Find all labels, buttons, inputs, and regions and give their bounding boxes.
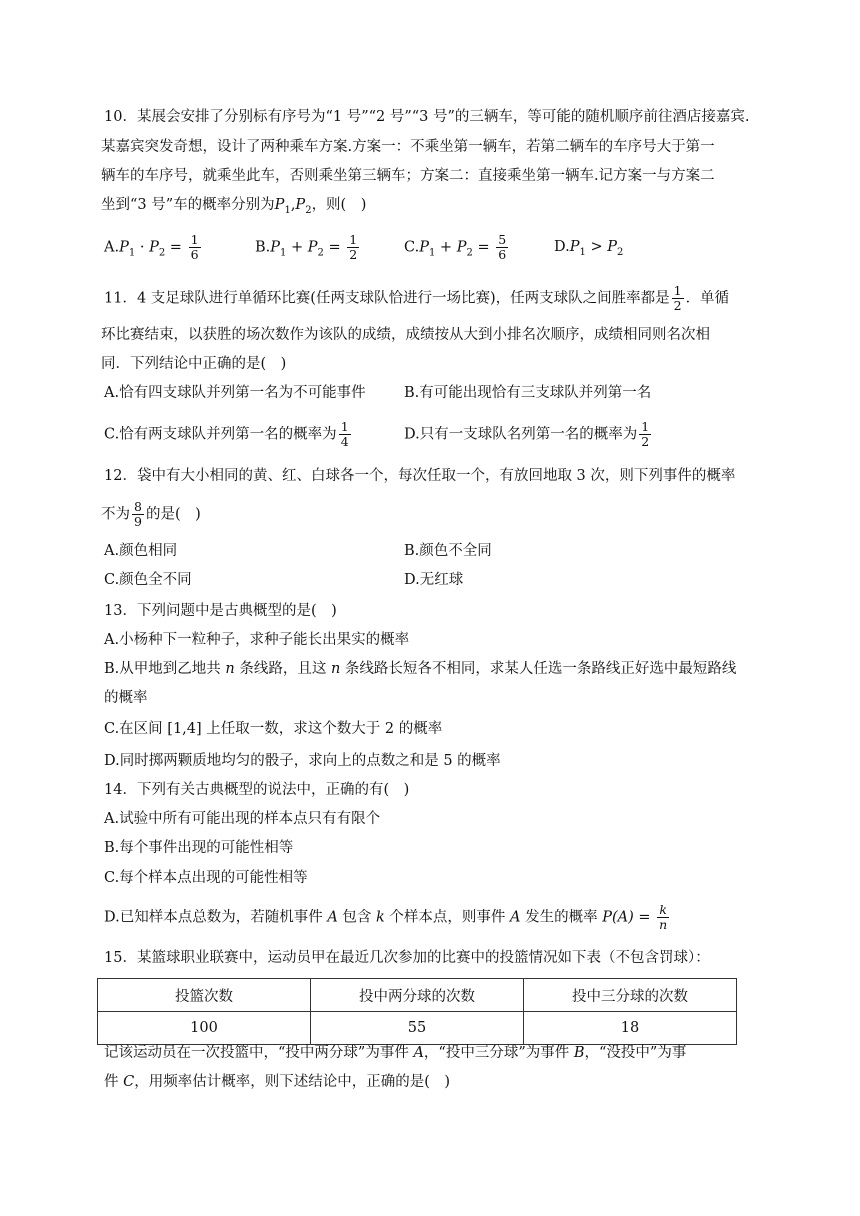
fraction: $\frac{8}{9}$ xyxy=(134,499,142,529)
q14-option-a[interactable]: A.试验中所有可能出现的样本点只有有限个 xyxy=(104,811,381,827)
q14-option-c[interactable]: C.每个样本点出现的可能性相等 xyxy=(104,870,308,886)
table-cell: 100 xyxy=(98,1012,311,1045)
q13-option-b-cont: 的概率 xyxy=(104,690,148,706)
q12-option-c[interactable]: C.颜色全不同 xyxy=(104,572,192,588)
table-header-row xyxy=(98,979,737,1012)
table-cell: 18 xyxy=(524,1012,737,1045)
q13-option-a[interactable]: A.小杨种下一粒种子，求种子能长出果实的概率 xyxy=(104,632,410,648)
q10-option-b[interactable]: $B.P_1 + P_2$ = $\frac{1}{2}$ xyxy=(255,232,358,262)
q14-option-b[interactable]: B.每个事件出现的可能性相等 xyxy=(104,840,294,856)
fraction: $\frac{1}{2}$ xyxy=(641,419,650,449)
q12-line-2: 不为 $\frac{8}{9}$ 的是( ) xyxy=(101,499,201,529)
q11-option-b[interactable]: B.有可能出现恰有三支球队并列第一名 xyxy=(404,385,652,401)
q10-line-3: 辆车的车序号，就乘坐此车，否则乘坐第三辆车；方案二：直接乘坐第一辆车.记方案一与方案二 xyxy=(101,168,715,184)
q14-line-1: 14．下列有关古典概型的说法中，正确的有( ) xyxy=(104,782,410,798)
fraction: $\frac{1}{4}$ xyxy=(340,419,349,449)
q10-option-d[interactable]: $D.P_1 > P_2$ xyxy=(554,239,624,258)
q13-option-b[interactable]: B.从甲地到乙地共 n 条线路，且这 n 条线路长短各不相同，求某人任选一条路线正好选中最短路线 xyxy=(104,661,737,677)
q11-option-a[interactable]: A.恰有四支球队并列第一名为不可能事件 xyxy=(104,385,366,401)
fraction: $\frac{1}{2}$ xyxy=(673,283,682,313)
q11-option-d[interactable]: D.只有一支球队名列第一名的概率为 $\frac{1}{2}$ xyxy=(404,419,650,449)
table-cell: 55 xyxy=(311,1012,524,1045)
q12-option-b[interactable]: B.颜色不全同 xyxy=(404,543,492,559)
q11-option-c[interactable]: C.恰有两支球队并列第一名的概率为 $\frac{1}{4}$ xyxy=(104,419,349,449)
fraction: $\frac{1}{6}$ xyxy=(190,232,199,262)
q12-option-a[interactable]: A.颜色相同 xyxy=(104,543,178,559)
fraction: $\frac{k}{n}$ xyxy=(659,902,668,932)
table-header: 投中三分球的次数 xyxy=(524,979,737,1012)
q14-option-d[interactable]: D.已知样本点总数为，若随机事件 A 包含 k 个样本点，则事件 A 发生的概率 P(A) = $\frac{k}{n}$ xyxy=(104,902,668,932)
table-row xyxy=(98,1012,737,1045)
fraction: $\frac{5}{6}$ xyxy=(498,232,507,262)
q13-option-d[interactable]: D.同时掷两颗质地均匀的骰子，求向上的点数之和是 5 的概率 xyxy=(104,753,501,769)
q15-line-3: 件 C，用频率估计概率，则下述结论中，正确的是( ) xyxy=(104,1074,451,1090)
q12-option-d[interactable]: D.无红球 xyxy=(404,572,464,588)
q10-line-1: 10．某展会安排了分别标有序号为“1 号”“2 号”“3 号”的三辆车，等可能的随机顺序前往酒店接嘉宾. xyxy=(104,109,750,125)
table-header: 投篮次数 xyxy=(98,979,311,1012)
q15-line-2: 记该运动员在一次投篮中，“投中两分球”为事件 A，“投中三分球”为事件 B，“没投中”为事 xyxy=(104,1045,687,1061)
q10-line-4: 坐到“3 号”车的概率分别为$P_1,P_2$，则( ) xyxy=(101,197,367,216)
shooting-table xyxy=(97,978,737,1045)
fraction: $\frac{1}{2}$ xyxy=(349,232,358,262)
q12-line-1: 12．袋中有大小相同的黄、红、白球各一个，每次任取一个，有放回地取 3 次，则下列事件的概率 xyxy=(104,468,736,484)
q13-option-c[interactable]: C.在区间 [1,4] 上任取一数，求这个数大于 2 的概率 xyxy=(104,721,443,737)
q10-line-2: 某嘉宾突发奇想，设计了两种乘车方案.方案一：不乘坐第一辆车，若第二辆车的车序号大于第一 xyxy=(101,139,715,155)
q10-option-a[interactable]: $A.P_1 \cdot P_2$ = $\frac{1}{6}$ xyxy=(104,232,199,262)
q10-option-c[interactable]: $C.P_1 + P_2$ = $\frac{5}{6}$ xyxy=(404,232,507,262)
table-header: 投中两分球的次数 xyxy=(311,979,524,1012)
q15-line-1: 15．某篮球职业联赛中，运动员甲在最近几次参加的比赛中的投篮情况如下表（不包含罚球）： xyxy=(104,950,710,966)
q13-line-1: 13．下列问题中是古典概型的是( ) xyxy=(104,603,337,619)
q11-line-2: 环比赛结束，以获胜的场次数作为该队的成绩，成绩按从大到小排名次顺序，成绩相同则名次相 xyxy=(101,327,710,343)
q11-line-3: 同．下列结论中正确的是( ) xyxy=(101,356,287,372)
q11-line-1: 11．4 支足球队进行单循环比赛(任两支球队恰进行一场比赛)，任两支球队之间胜率都是 $\frac{1}{2}$ ．单循 xyxy=(104,283,730,313)
